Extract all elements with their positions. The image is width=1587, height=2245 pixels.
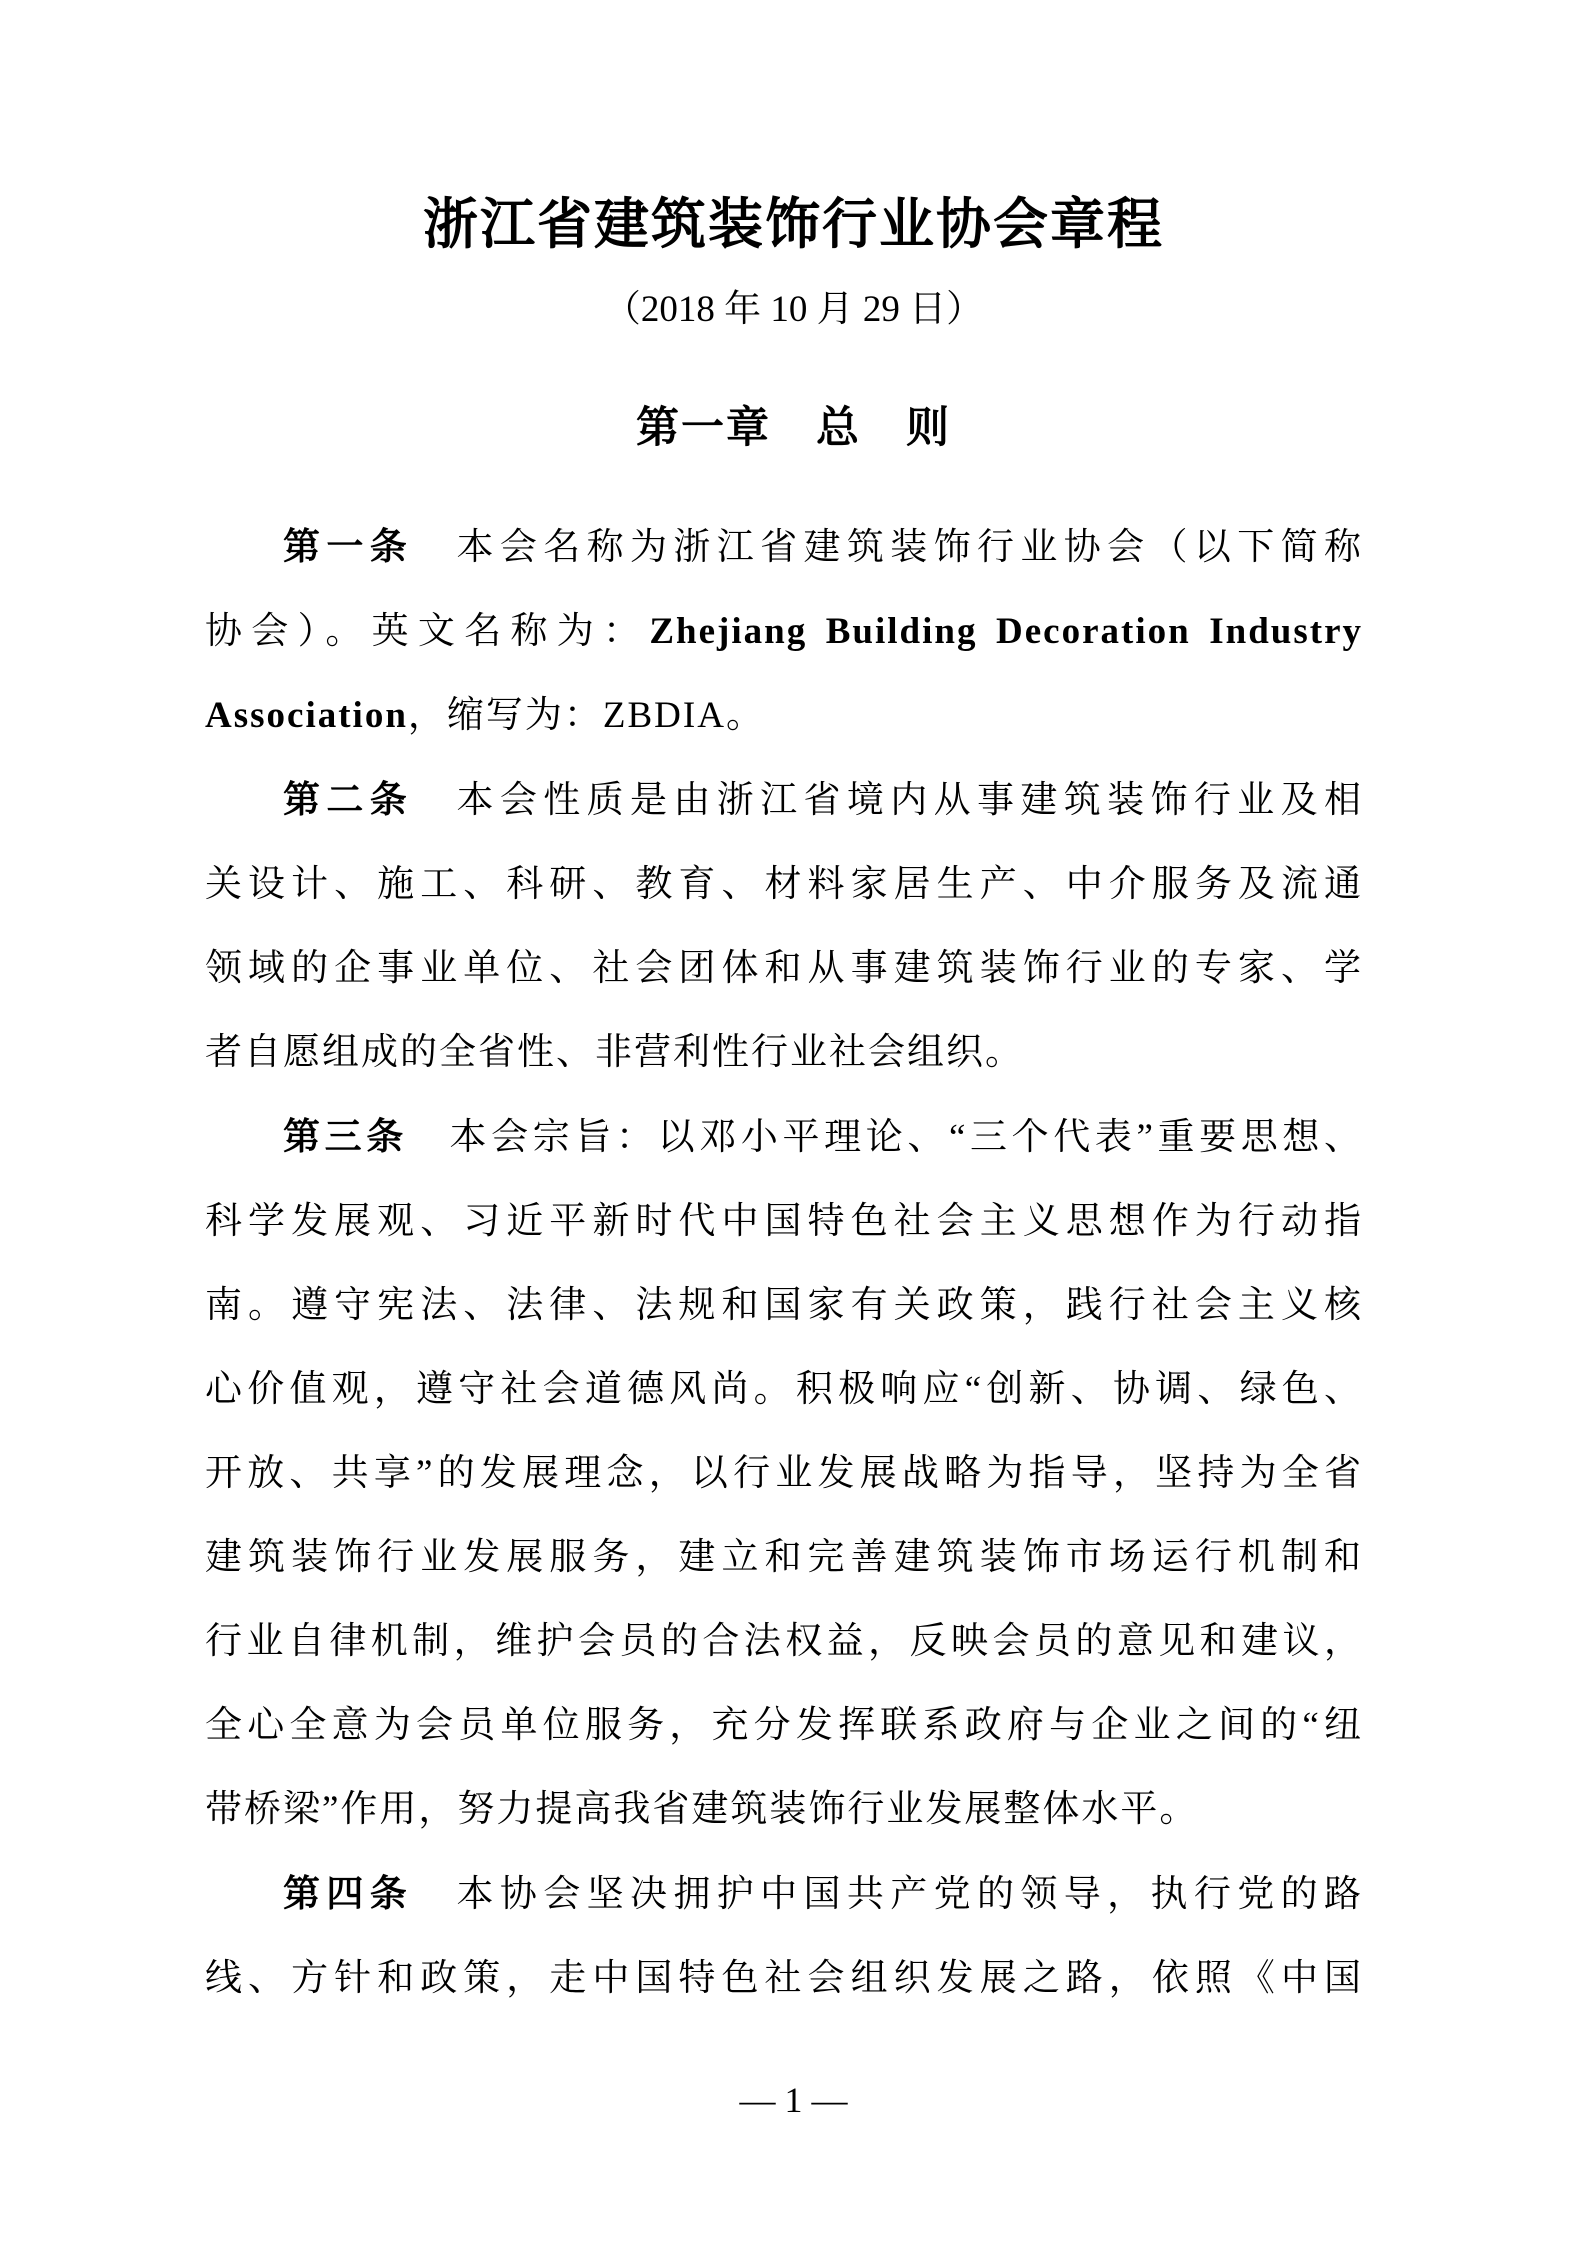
article-number-label: 第四条: [283, 1873, 414, 1914]
text-segment: 线、方针和政策，走中国特色社会组织发展之路，依照《中国: [205, 1958, 1363, 1999]
text-segment: 领域的企事业单位、社会团体和从事建筑装饰行业的专家、学: [205, 948, 1363, 989]
body-line: [205, 1011, 1363, 1095]
body-line: [205, 1600, 1363, 1684]
text-segment: 协会）。英文名称为：: [205, 611, 650, 652]
body-line: [205, 1937, 1363, 2021]
text-segment: 南。遵守宪法、法律、法规和国家有关政策，践行社会主义核: [205, 1285, 1363, 1326]
text-segment: Association: [205, 695, 408, 736]
body-line: [205, 505, 1363, 590]
body-line: [205, 1432, 1363, 1516]
text-segment: 心价值观，遵守社会道德风尚。积极响应“创新、协调、绿色、: [205, 1369, 1363, 1410]
text-segment: 全心全意为会员单位服务，充分发挥联系政府与企业之间的“纽: [205, 1705, 1363, 1746]
chapter-heading: 第一章 总 则: [636, 404, 951, 452]
body-line: [205, 1768, 1363, 1852]
body-line: [205, 1684, 1363, 1768]
text-segment: 建筑装饰行业发展服务，建立和完善建筑装饰市场运行机制和: [205, 1537, 1363, 1578]
text-segment: 本会名称为浙江省建筑装饰行业协会（以下简称: [413, 527, 1363, 568]
document-body: [205, 505, 1363, 2021]
body-line: [205, 674, 1363, 758]
page-number: — 1 —: [739, 2080, 848, 2120]
text-segment: 带桥梁”作用，努力提高我省建筑装饰行业发展整体水平。: [205, 1789, 1199, 1830]
body-line: [205, 758, 1363, 843]
document-date: （2018 年 10 月 29 日）: [603, 289, 984, 330]
body-line: [205, 1095, 1363, 1180]
article-number-label: 第一条: [283, 526, 414, 567]
body-line: [205, 1264, 1363, 1348]
body-line: [205, 590, 1363, 674]
text-segment: 本会宗旨：以邓小平理论、“三个代表”重要思想、: [407, 1117, 1364, 1158]
text-segment: 本协会坚决拥护中国共产党的领导，执行党的路: [413, 1874, 1363, 1915]
text-segment: 行业自律机制，维护会员的合法权益，反映会员的意见和建议，: [205, 1621, 1363, 1662]
text-segment: 开放、共享”的发展理念，以行业发展战略为指导，坚持为全省: [205, 1453, 1363, 1494]
body-line: [205, 927, 1363, 1011]
article-number-label: 第二条: [283, 779, 414, 820]
text-segment: ，缩写为：ZBDIA。: [407, 695, 765, 736]
body-line: [205, 843, 1363, 927]
article-number-label: 第三条: [283, 1116, 408, 1157]
document-title: 浙江省建筑装饰行业协会章程: [422, 193, 1164, 255]
body-line: [205, 1180, 1363, 1264]
body-line: [205, 1516, 1363, 1600]
text-segment: 者自愿组成的全省性、非营利性行业社会组织。: [205, 1032, 1024, 1073]
text-segment: Zhejiang Building Decoration Industry: [649, 611, 1363, 652]
text-segment: 科学发展观、习近平新时代中国特色社会主义思想作为行动指: [205, 1201, 1363, 1242]
text-segment: 本会性质是由浙江省境内从事建筑装饰行业及相: [413, 780, 1363, 821]
text-segment: 关设计、施工、科研、教育、材料家居生产、中介服务及流通: [205, 864, 1363, 905]
body-line: [205, 1852, 1363, 1937]
body-line: [205, 1348, 1363, 1432]
